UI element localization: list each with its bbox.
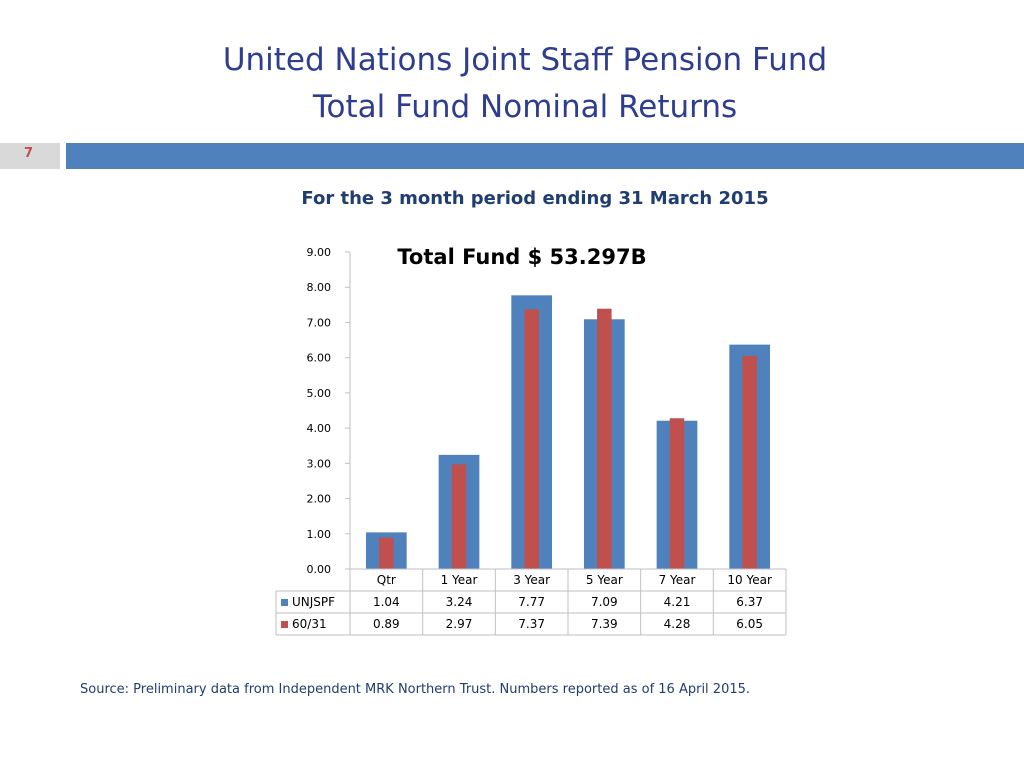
legend-label: UNJSPF [292,595,336,609]
y-tick-label: 6.00 [306,351,331,365]
y-tick-label: 3.00 [306,457,331,471]
x-tick-label: 10 Year [727,573,772,587]
page-subtitle: Total Fund Nominal Returns [312,89,738,125]
source-note: Source: Preliminary data from Independent MRK Northern Trust. Numbers reported as of 16 April 2015. [80,682,751,697]
y-tick-label: 4.00 [306,422,331,436]
data-label: 3.24 [445,595,473,609]
data-label: 7.09 [590,595,618,609]
legend-label: 60/31 [292,617,327,631]
y-tick-label: 9.00 [306,246,331,259]
x-tick-label: 5 Year [585,573,623,587]
data-label: 0.89 [372,617,400,631]
y-tick-label: 8.00 [306,281,331,295]
bar-benchmark [742,356,757,569]
data-label: 1.04 [372,595,400,609]
y-tick-label: 1.00 [306,527,331,541]
data-label: 4.28 [663,617,691,631]
period-subtitle: For the 3 month period ending 31 March 2015 [301,188,769,209]
data-label: 2.97 [445,617,473,631]
data-label: 4.21 [663,595,691,609]
y-tick-label: 0.00 [306,563,331,576]
x-tick-label: 3 Year [513,573,551,587]
data-label: 7.37 [518,617,546,631]
y-tick-label: 2.00 [306,492,331,506]
data-label: 7.39 [590,617,618,631]
data-label: 7.77 [518,595,546,609]
bar-benchmark [452,464,467,569]
chart-title: Total Fund $ 53.297B [397,245,647,269]
page-title: United Nations Joint Staff Pension Fund [222,42,828,78]
bar-benchmark [670,418,685,569]
legend-key [281,599,288,606]
x-tick-label: 1 Year [440,573,478,587]
data-label: 6.37 [736,595,764,609]
bar-benchmark [524,309,539,569]
slide-number: 7 [0,143,60,169]
y-tick-label: 7.00 [306,316,331,330]
bar-benchmark [597,309,612,569]
y-tick-label: 5.00 [306,386,331,400]
x-tick-label: Qtr [376,573,396,587]
legend-key [281,621,288,628]
x-tick-label: 7 Year [658,573,696,587]
bar-benchmark [379,538,394,569]
data-label: 6.05 [736,617,764,631]
